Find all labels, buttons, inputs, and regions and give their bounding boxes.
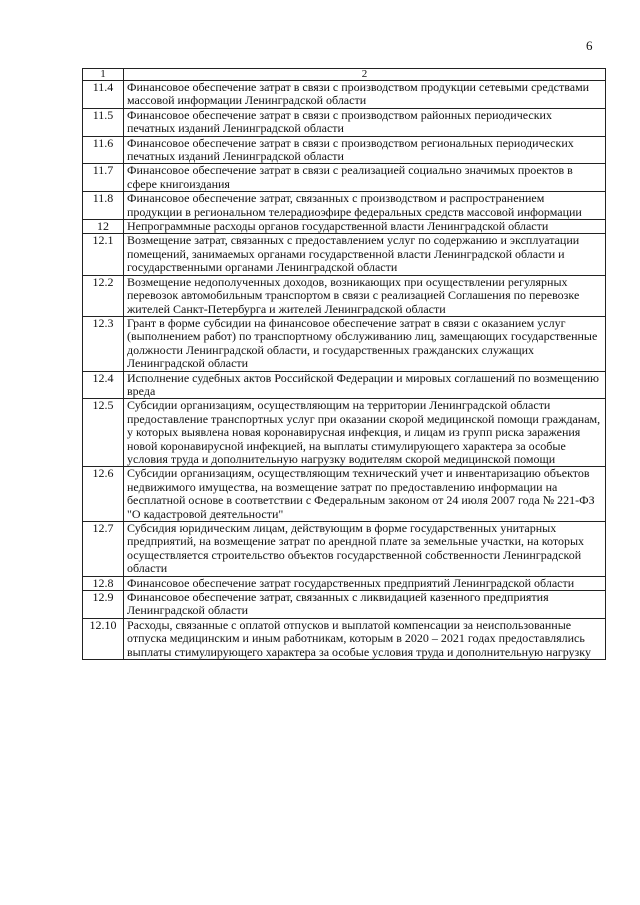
row-number: 12.3 [83, 316, 124, 371]
row-number: 12.8 [83, 576, 124, 590]
row-number: 12.6 [83, 467, 124, 522]
table-row [83, 164, 606, 192]
table-row [83, 81, 606, 109]
table-row [83, 275, 606, 316]
table-row [83, 618, 606, 659]
header-col-2: 2 [124, 69, 606, 81]
table-row [83, 467, 606, 522]
table-row [83, 316, 606, 371]
row-description: Финансовое обеспечение затрат в связи с производством региональных периодических печатных изданий Ленинградской области [124, 136, 606, 164]
row-number: 12.1 [83, 234, 124, 275]
table-header-row [83, 69, 606, 81]
row-number: 12.5 [83, 399, 124, 467]
row-number: 11.6 [83, 136, 124, 164]
table-row [83, 591, 606, 619]
row-number: 12.7 [83, 522, 124, 577]
row-description: Финансовое обеспечение затрат, связанных с производством и распространением продукции в региональном телерадиоэфире федеральных средств массовой информации [124, 192, 606, 220]
row-number: 12.2 [83, 275, 124, 316]
row-number: 11.7 [83, 164, 124, 192]
header-col-1: 1 [83, 69, 124, 81]
table-row [83, 522, 606, 577]
row-number: 11.5 [83, 108, 124, 136]
table-row [83, 220, 606, 234]
row-description: Субсидия юридическим лицам, действующим в форме государственных унитарных предприятий, на возмещение затрат по арендной плате за земельные участки, на которых осуществляется строительство объектов государственной собственности Ленинградской области [124, 522, 606, 577]
table-row [83, 234, 606, 275]
row-description: Исполнение судебных актов Российской Федерации и мировых соглашений по возмещению вреда [124, 371, 606, 399]
table-row [83, 576, 606, 590]
row-description: Возмещение затрат, связанных с предоставлением услуг по содержанию и эксплуатации помещений, занимаемых органами государственной власти Ленинградской области и государственными органами Ленинградской области [124, 234, 606, 275]
row-description: Грант в форме субсидии на финансовое обеспечение затрат в связи с оказанием услуг (выполнением работ) по транспортному обслуживанию лиц, замещающих государственные должности Ленинградской области, и государственных гражданских служащих Ленинградской области [124, 316, 606, 371]
row-description: Финансовое обеспечение затрат в связи с реализацией социально значимых проектов в сфере книгоиздания [124, 164, 606, 192]
row-number: 12.9 [83, 591, 124, 619]
row-number: 12 [83, 220, 124, 234]
table-row [83, 192, 606, 220]
table-row [83, 108, 606, 136]
table-row [83, 136, 606, 164]
table-row [83, 399, 606, 467]
row-description: Финансовое обеспечение затрат, связанных с ликвидацией казенного предприятия Ленинградской области [124, 591, 606, 619]
row-description: Финансовое обеспечение затрат в связи с производством районных периодических печатных изданий Ленинградской области [124, 108, 606, 136]
row-number: 12.4 [83, 371, 124, 399]
row-number: 12.10 [83, 618, 124, 659]
table-row [83, 371, 606, 399]
row-description: Субсидии организациям, осуществляющим технический учет и инвентаризацию объектов недвижимого имущества, на возмещение затрат по предоставлению информации на бесплатной основе в соответствии с Федеральным законом от 24 июля 2007 года № 221-ФЗ "О кадастровой деятельности" [124, 467, 606, 522]
row-number: 11.4 [83, 81, 124, 109]
row-description: Расходы, связанные с оплатой отпусков и выплатой компенсации за неиспользованные отпуска медицинским и иным работникам, которым в 2020 – 2021 годах предоставлялись выплаты стимулирующего характера за особые условия труда и дополнительную нагрузку [124, 618, 606, 659]
row-description: Непрограммные расходы органов государственной власти Ленинградской области [124, 220, 606, 234]
row-description: Возмещение недополученных доходов, возникающих при осуществлении регулярных перевозок автомобильным транспортом в связи с реализацией Соглашения по перевозке жителей Санкт-Петербурга и жителей Ленинградской области [124, 275, 606, 316]
expenditure-table [82, 68, 606, 660]
row-description: Финансовое обеспечение затрат государственных предприятий Ленинградской области [124, 576, 606, 590]
page-number: 6 [586, 38, 593, 53]
row-number: 11.8 [83, 192, 124, 220]
row-description: Финансовое обеспечение затрат в связи с производством продукции сетевыми средствами массовой информации Ленинградской области [124, 81, 606, 109]
row-description: Субсидии организациям, осуществляющим на территории Ленинградской области предоставление транспортных услуг при оказании скорой медицинской помощи гражданам, у которых выявлена новая коронавирусная инфекция, и лицам из групп риска заражения новой коронавирусной инфекцией, на выплаты стимулирующего характера за особые условия труда и дополнительную нагрузку водителям скорой медицинской помощи [124, 399, 606, 467]
